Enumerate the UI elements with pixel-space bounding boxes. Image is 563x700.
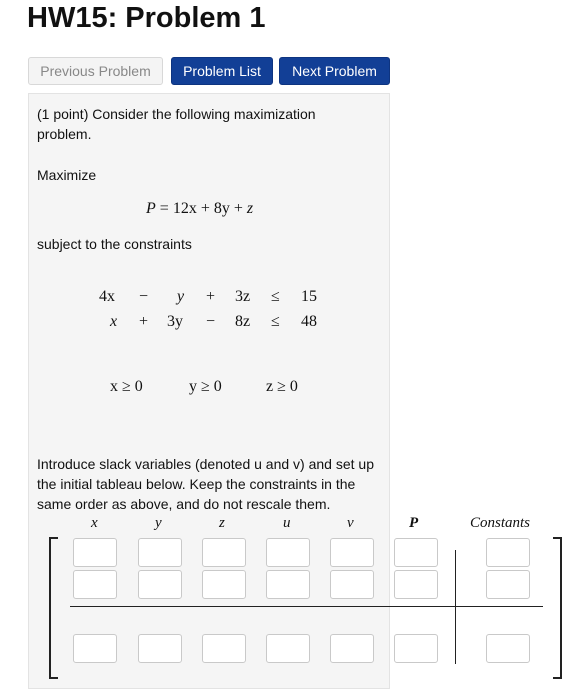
instruction-line1: Introduce slack variables (denoted u and v) and set up — [37, 456, 374, 472]
problem-list-button[interactable]: Problem List — [171, 57, 273, 85]
tableau-cell-r1-x[interactable] — [73, 538, 117, 567]
tableau-cell-r3-x[interactable] — [73, 634, 117, 663]
tableau-cell-r1-u[interactable] — [266, 538, 310, 567]
tableau-cell-r1-y[interactable] — [138, 538, 182, 567]
constraint-1-a: 4x — [99, 288, 115, 305]
tableau-cell-r3-constants[interactable] — [486, 634, 530, 663]
tableau-cell-r2-u[interactable] — [266, 570, 310, 599]
tableau-header-z: z — [219, 515, 225, 531]
problem-intro-line1: (1 point) Consider the following maximization — [37, 106, 316, 122]
objective-term2: 8y — [213, 200, 230, 217]
tableau-cell-r2-y[interactable] — [138, 570, 182, 599]
constraint-2-op1: + — [139, 313, 149, 330]
tableau-cell-r3-u[interactable] — [266, 634, 310, 663]
right-bracket-bottom — [553, 677, 562, 679]
left-bracket — [49, 537, 51, 679]
tableau-cell-r2-z[interactable] — [202, 570, 246, 599]
previous-problem-button[interactable]: Previous Problem — [28, 57, 163, 85]
tableau-cell-r1-z[interactable] — [202, 538, 246, 567]
instruction-line3: same order as above, and do not rescale them. — [37, 496, 331, 512]
subject-to-label: subject to the constraints — [37, 236, 192, 252]
maximize-label: Maximize — [37, 167, 97, 183]
constraint-1-op2: + — [206, 288, 216, 305]
nonneg-y: y ≥ 0 — [189, 378, 222, 395]
tableau-header-v: v — [347, 515, 354, 531]
objective-plus1: + — [200, 200, 210, 217]
instruction-line2: the initial tableau below. Keep the constraints in the — [37, 476, 356, 492]
objective-term3: z — [246, 200, 254, 217]
tableau-cell-r1-constants[interactable] — [486, 538, 530, 567]
tableau-cell-r1-v[interactable] — [330, 538, 374, 567]
constraint-2-b: 3y — [167, 313, 183, 330]
tableau-row-separator — [70, 606, 543, 607]
tableau-header-x: x — [91, 515, 98, 531]
tableau-header-u: u — [283, 515, 291, 531]
objective-term1: 12x — [172, 200, 197, 217]
objective-function — [146, 200, 253, 218]
constraint-2-op2: − — [206, 313, 216, 330]
nonneg-x: x ≥ 0 — [110, 378, 143, 395]
constraint-1-c: 3z — [235, 288, 251, 305]
tableau-header-constants: Constants — [470, 515, 531, 531]
problem-intro-line2: problem. — [37, 126, 92, 142]
left-bracket-bottom — [49, 677, 58, 679]
tableau-column-separator — [455, 550, 456, 664]
right-bracket-top — [553, 537, 562, 539]
tableau-cell-r3-y[interactable] — [138, 634, 182, 663]
constraint-2-rel: ≤ — [271, 313, 280, 330]
constraint-1-rel: ≤ — [271, 288, 280, 305]
tableau-header-y: y — [155, 515, 162, 531]
tableau-header-p: P — [409, 515, 419, 531]
constraint-2-c: 8z — [235, 313, 251, 330]
tableau-cell-r2-constants[interactable] — [486, 570, 530, 599]
tableau-cell-r3-z[interactable] — [202, 634, 246, 663]
right-bracket — [560, 537, 562, 679]
next-problem-button[interactable]: Next Problem — [279, 57, 390, 85]
tableau-cell-r2-v[interactable] — [330, 570, 374, 599]
tableau-cell-r3-p[interactable] — [394, 634, 438, 663]
objective-lhs: P — [146, 200, 156, 217]
page-title: HW15: Problem 1 — [27, 2, 266, 34]
constraint-2-a: x — [110, 313, 118, 330]
tableau-cell-r2-x[interactable] — [73, 570, 117, 599]
tableau-cell-r3-v[interactable] — [330, 634, 374, 663]
constraint-1-op1: − — [139, 288, 149, 305]
constraint-1-rhs: 15 — [301, 288, 317, 305]
objective-plus2: + — [233, 200, 243, 217]
tableau-cell-r1-p[interactable] — [394, 538, 438, 567]
nonneg-z: z ≥ 0 — [266, 378, 298, 395]
left-bracket-top — [49, 537, 58, 539]
constraint-1-b: y — [177, 288, 185, 305]
objective-eq: = — [159, 200, 169, 217]
tableau-cell-r2-p[interactable] — [394, 570, 438, 599]
constraint-2-rhs: 48 — [301, 313, 317, 330]
